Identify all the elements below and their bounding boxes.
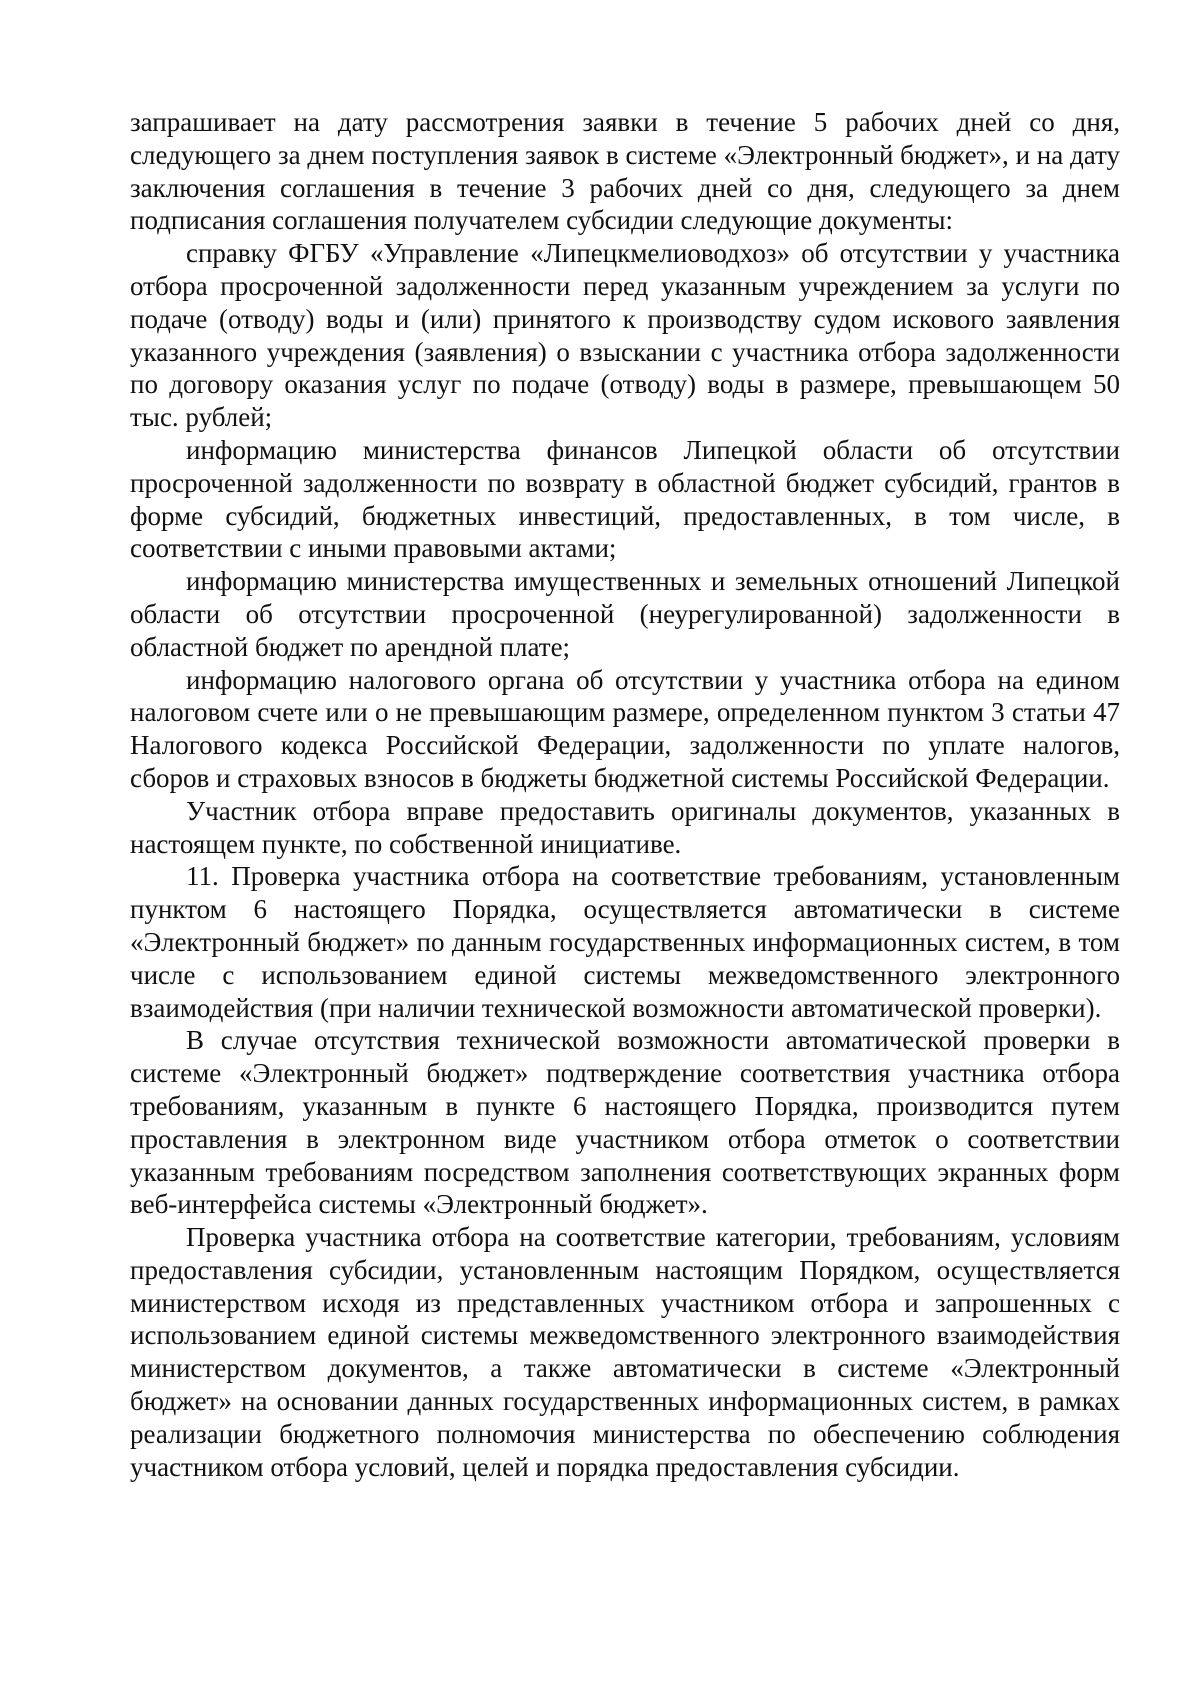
paragraph-manual-check: В случае отсутствия технической возможности автоматической проверки в системе «Электронный бюджет» подтверждение соответствия участника отбора требованиям, указанным в пункте 6 настоящего Порядка, производится путем проставления в электронном виде участником отбора отметок о соответствии указанным требованиям посредством заполнения соответствующих экранных форм веб-интерфейса системы «Электронный бюджет».: [130, 1025, 1120, 1220]
paragraph-tax-authority-info: информацию налогового органа об отсутствии у участника отбора на едином налоговом счете или о не превышающим размере, определенном пунктом 3 статьи 47 Налогового кодекса Российской Федерации, задолженности по уплате налогов, сборов и страховых взносов в бюджеты бюджетной системы Российской Федерации.: [130, 664, 1120, 793]
paragraph-fgbu-certificate: справку ФГБУ «Управление «Липецкмелиоводхоз» об отсутствии у участника отбора просроченной задолженности перед указанным учреждением за услуги по подаче (отводу) воды и (или) принятого к производству судом искового заявления указанного учреждения (заявления) о взыскании с участника отбора задолженности по договору оказания услуг по подаче (отводу) воды в размере, превышающем 50 тыс. рублей;: [130, 238, 1120, 433]
paragraph-item-11: 11. Проверка участника отбора на соответствие требованиям, установленным пунктом 6 настоящего Порядка, осуществляется автоматически в системе «Электронный бюджет» по данным государственных информационных систем, в том числе с использованием единой системы межведомственного электронного взаимодействия (при наличии технической возможности автоматической проверки).: [130, 861, 1120, 1023]
paragraph-continuation: запрашивает на дату рассмотрения заявки в течение 5 рабочих дней со дня, следующего за днем поступления заявок в системе «Электронный бюджет», и на дату заключения соглашения в течение 3 рабочих дней со дня, следующего за днем подписания соглашения получателем субсидии следующие документы:: [130, 107, 1120, 236]
paragraph-property-ministry-info: информацию министерства имущественных и земельных отношений Липецкой области об отсутствии просроченной (неурегулированной) задолженности в областной бюджет по арендной плате;: [130, 566, 1120, 662]
paragraph-originals-right: Участник отбора вправе предоставить оригиналы документов, указанных в настоящем пункте, по собственной инициативе.: [130, 795, 1120, 859]
document-body: [130, 106, 1120, 1483]
paragraph-ministry-check: Проверка участника отбора на соответствие категории, требованиям, условиям предоставления субсидии, установленным настоящим Порядком, осуществляется министерством исходя из представленных участником отбора и запрошенных с использованием единой системы межведомственного электронного взаимодействия министерством документов, а также автоматически в системе «Электронный бюджет» на основании данных государственных информационных систем, в рамках реализации бюджетного полномочия министерства по обеспечению соблюдения участником отбора условий, целей и порядка предоставления субсидии.: [130, 1222, 1120, 1482]
paragraph-finance-ministry-info: информацию министерства финансов Липецкой области об отсутствии просроченной задолженности по возврату в областной бюджет субсидий, грантов в форме субсидий, бюджетных инвестиций, предоставленных, в том числе, в соответствии с иными правовыми актами;: [130, 434, 1120, 564]
